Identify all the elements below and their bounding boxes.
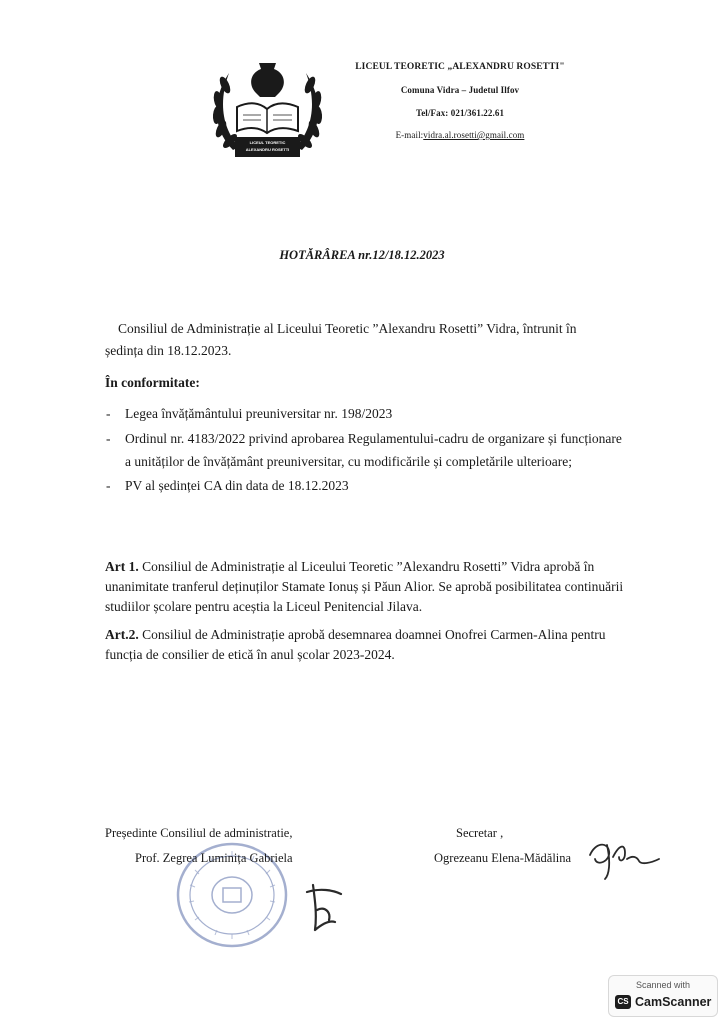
- list-item: - PV al ședinței CA din data de 18.12.2023: [105, 475, 630, 497]
- intro-line-1: Consiliul de Administrație al Liceului Teoretic ”Alexandru Rosetti” Vidra, întrunit în: [118, 321, 577, 336]
- school-email: [340, 130, 580, 140]
- watermark-caption: Scanned with: [635, 980, 691, 990]
- document-title: HOTĂRÂREA nr.12/18.12.2023: [279, 248, 445, 262]
- legal-basis-list: [105, 403, 630, 499]
- email-link[interactable]: vidra.al.rosetti@gmail.com: [423, 130, 525, 140]
- intro-line-2: ședința din 18.12.2023.: [105, 343, 232, 358]
- logo-banner-text: LICEUL TEORETIC ALEXANDRU ROSETTI: [245, 140, 290, 152]
- school-address: Comuna Vidra – Judetul Ilfov: [400, 85, 520, 95]
- school-phone: Tel/Fax: 021/361.22.61: [415, 108, 505, 118]
- conformity-heading: În conformitate:: [105, 375, 200, 390]
- article-1: [105, 557, 625, 617]
- school-logo: [205, 55, 330, 167]
- article-1-label: Art 1.: [105, 559, 139, 574]
- camscanner-icon: CS: [615, 995, 631, 1009]
- president-signature: [295, 870, 355, 940]
- article-2-label: Art.2.: [105, 627, 139, 642]
- secretary-name: Ogrezeanu Elena-Mădălina: [434, 851, 572, 865]
- watermark-brand: [615, 995, 711, 1009]
- email-label: E-mail:: [395, 130, 424, 140]
- president-role: Președinte Consiliul de administratie,: [105, 826, 293, 840]
- article-2-text: Consiliul de Administrație aprobă desemnarea doamnei Onofrei Carmen-Alina pentru funcția de consilier de etică în anul școlar 2023-2024.: [105, 627, 606, 662]
- secretary-signature: [585, 835, 665, 880]
- school-name: LICEUL TEORETIC „ALEXANDRU ROSETTI": [355, 62, 565, 72]
- list-item: - Ordinul nr. 4183/2022 privind aprobarea Regulamentului-cadru de organizare și funcționare a unităților de învățământ preuniversitar, cu modificările și completările ulterioare;: [105, 427, 630, 473]
- article-2: [105, 625, 625, 665]
- camscanner-watermark: [608, 975, 718, 1017]
- intro-paragraph: [105, 318, 618, 362]
- secretary-role: Secretar ,: [456, 826, 504, 840]
- list-item: - Legea învățământului preuniversitar nr. 198/2023: [105, 403, 630, 425]
- watermark-name: CamScanner: [635, 995, 712, 1009]
- article-1-text: Consiliul de Administrație al Liceului Teoretic ”Alexandru Rosetti” Vidra aprobă în unanimitate tranferul deținuților Stamate Ionuș și Păun Alior. Se aprobă posibilitatea continuării studiilor școlare pentru aceștia la Liceul Penitencial Jilava.: [105, 559, 624, 614]
- president-name: Prof. Zegrea Luminița Gabriela: [135, 851, 293, 865]
